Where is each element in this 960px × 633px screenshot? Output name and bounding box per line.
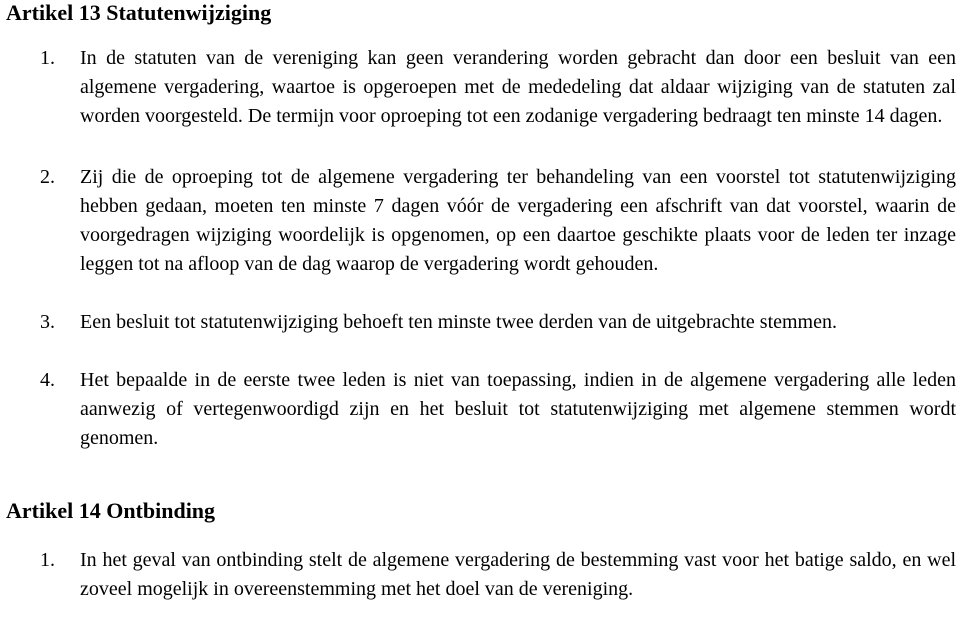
item-text: In de statuten van de vereniging kan geen verandering worden gebracht dan door een besluit van een algemene vergadering, waartoe is opgeroepen met de mededeling dat aldaar wijziging van de statuten zal worden voorgesteld. De termijn voor oproeping tot een zodanige vergadering bedraagt ten minste 14 dagen. [80,47,956,127]
item-text: Een besluit tot statutenwijziging behoeft ten minste twee derden van de uitgebrachte stemmen. [80,311,837,333]
item-number: 4. [40,369,55,391]
item-number: 3. [40,311,55,333]
item-text: Het bepaalde in de eerste twee leden is niet van toepassing, indien in de algemene vergadering alle leden aanwezig of vertegenwoordigd zijn en het besluit tot statutenwijziging met algemene stemmen wordt genomen. [80,369,956,449]
article-13-heading: Artikel 13 Statutenwijziging [6,0,272,25]
item-number: 2. [40,166,55,188]
item-text: Zij die de oproeping tot de algemene vergadering ter behandeling van een voorstel tot statutenwijziging hebben gedaan, moeten ten minste 7 dagen vóór de vergadering een afschrift van dat voorstel, waarin de voorgedragen wijziging woordelijk is opgenomen, op een daartoe geschikte plaats voor de leden ter inzage leggen tot na afloop van de dag waarop de vergadering wordt gehouden. [80,166,956,275]
item-text: In het geval van ontbinding stelt de algemene vergadering de bestemming vast voor het batige saldo, en wel zoveel mogelijk in overeenstemming met het doel van de vereniging. [80,549,956,600]
article-14-heading: Artikel 14 Ontbinding [6,498,216,523]
item-number: 1. [40,549,55,571]
item-number: 1. [40,47,55,69]
